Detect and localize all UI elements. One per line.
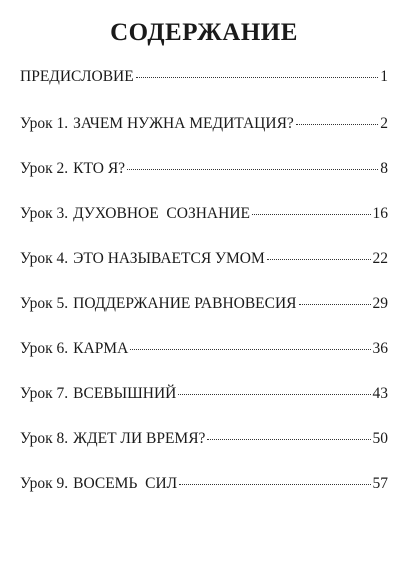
toc-entry-lesson-7 [20,385,388,430]
toc-entry-lesson: Урок 8. [20,430,69,447]
toc-entry-lesson: Урок 4. [20,250,69,267]
toc-entry-lesson-5 [20,295,388,340]
toc-entry-page: 1 [380,68,388,85]
toc-entry-title: КТО Я? [73,160,126,177]
toc-entry-page: 29 [372,295,388,312]
dot-leader [252,213,371,215]
toc-entry-page: 2 [380,115,388,132]
dot-leader [267,258,371,260]
page-title: СОДЕРЖАНИЕ [110,19,298,46]
dot-leader [130,348,370,350]
toc-entry-page: 57 [372,475,388,492]
dot-leader [207,438,370,440]
toc-entry-lesson-3 [20,205,388,250]
toc-entry-lesson: Урок 7. [20,385,69,402]
toc-entry-lesson: Урок 3. [20,205,69,222]
toc-entry-lesson-1 [20,115,388,160]
toc-entry-title: ВОСЕМЬ СИЛ [73,475,178,492]
dot-leader [178,393,370,395]
dot-leader [127,168,378,170]
toc-entry-title: ЖДЕТ ЛИ ВРЕМЯ? [73,430,206,447]
toc-entry-lesson-4 [20,250,388,295]
toc-entry-title: ДУХОВНОЕ СОЗНАНИЕ [73,205,250,222]
toc-entry-lesson: Урок 5. [20,295,69,312]
dot-leader [299,303,371,305]
toc-entry-page: 22 [372,250,388,267]
toc-entry-title: ВСЕВЫШНИЙ [73,385,177,402]
toc-entry-title: КАРМА [73,340,129,357]
toc-entry-page: 43 [372,385,388,402]
toc-entry-lesson-8 [20,430,388,475]
toc-entry-lesson-9 [20,475,388,520]
toc-entry-preface [20,68,388,115]
toc-entry-page: 8 [380,160,388,177]
dot-leader [179,483,370,485]
dot-leader [136,76,379,78]
dot-leader [296,123,378,125]
toc-entry-lesson: Урок 9. [20,475,69,492]
toc-entry-title: ПОДДЕРЖАНИЕ РАВНОВЕСИЯ [73,295,297,312]
toc-entry-lesson: Урок 2. [20,160,69,177]
toc-entry-lesson-2 [20,160,388,205]
toc-entry-page: 16 [372,205,388,222]
toc-entry-lesson-6 [20,340,388,385]
toc-entry-page: 50 [372,430,388,447]
toc-entry-title: ЗАЧЕМ НУЖНА МЕДИТАЦИЯ? [73,115,294,132]
toc-entry-page: 36 [372,340,388,357]
toc-entry-lesson: Урок 6. [20,340,69,357]
toc-entry-title: ПРЕДИСЛОВИЕ [20,68,134,85]
toc-entry-lesson: Урок 1. [20,115,69,132]
table-of-contents [20,68,388,520]
toc-entry-title: ЭТО НАЗЫВАЕТСЯ УМОМ [73,250,265,267]
